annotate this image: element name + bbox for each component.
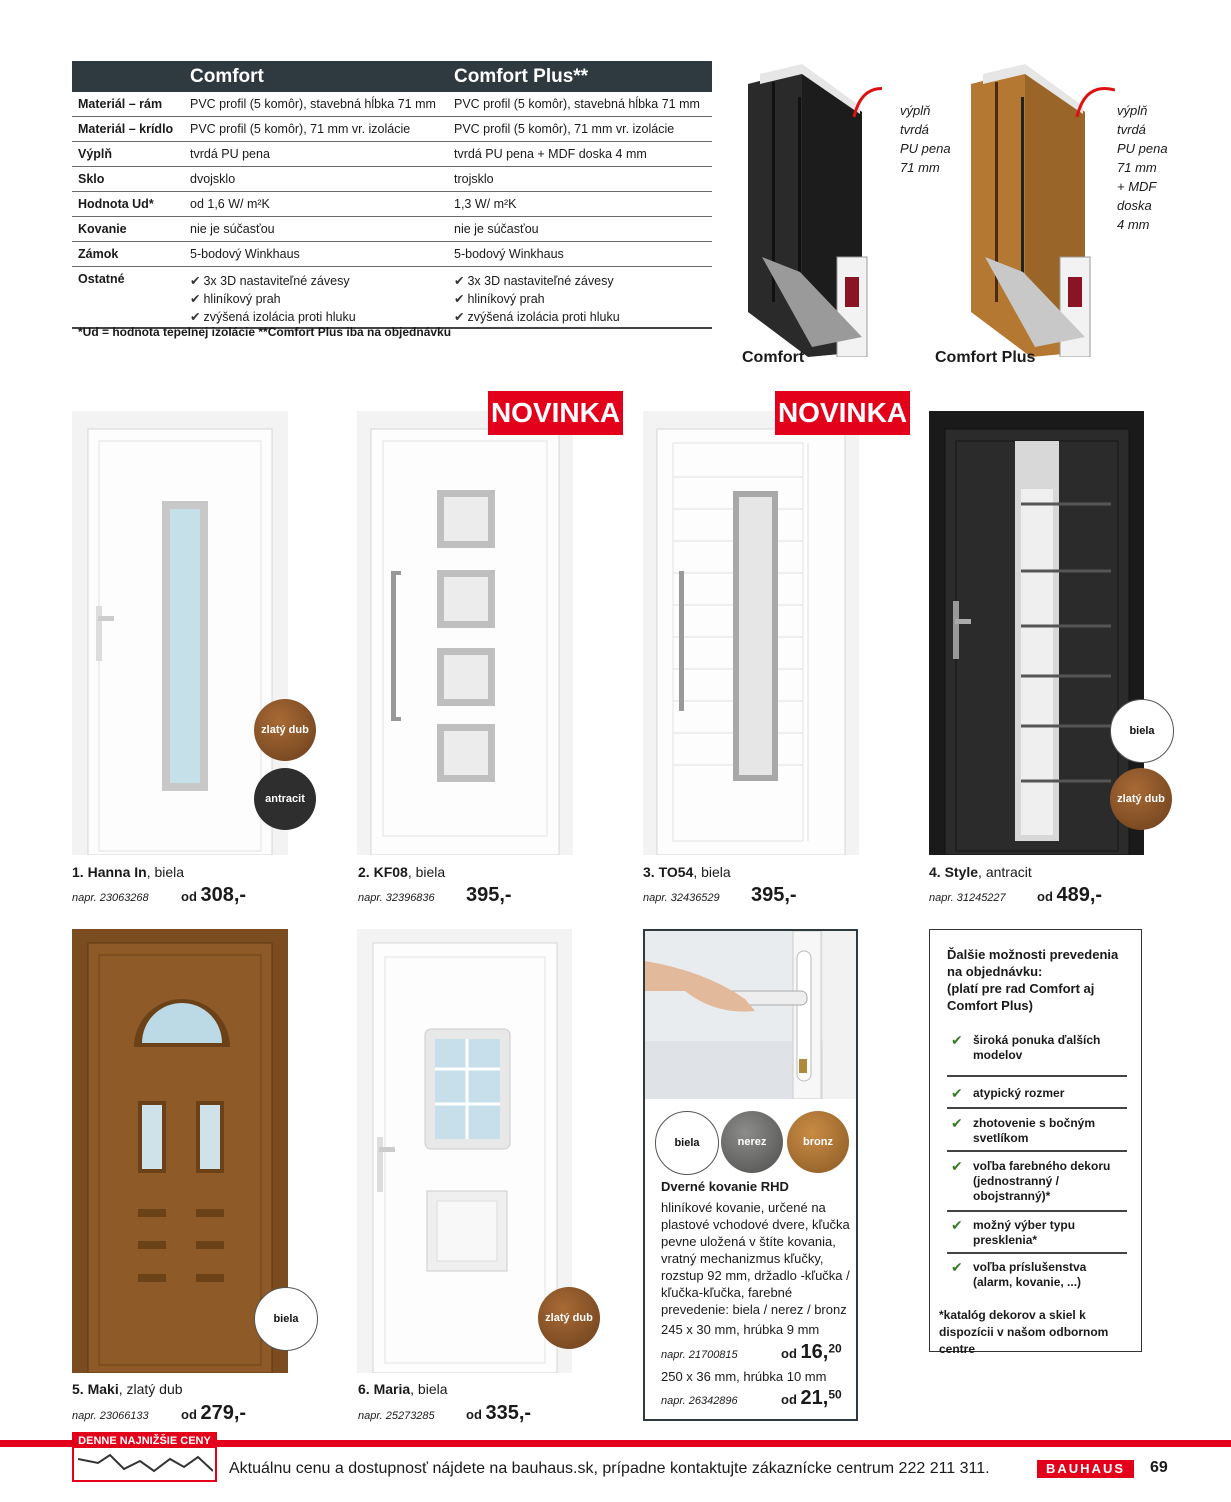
rhd-price-1: od 16,20 <box>781 1341 842 1363</box>
comfort-label: Comfort <box>742 349 805 366</box>
check-icon: ✔ <box>454 274 465 288</box>
product-2-name: 2. KF08, biela <box>358 864 446 880</box>
rhd-size-2: 250 x 36 mm, hrúbka 10 mm <box>661 1369 827 1384</box>
product-1-code: napr. 23063268 <box>72 892 149 904</box>
product-3-price: 395,- <box>751 884 797 906</box>
check-icon: ✔ <box>454 292 465 306</box>
row-value-comfort-plus: 5-bodový Winkhaus <box>454 247 564 261</box>
note-line: + MDF <box>1117 179 1157 194</box>
other-item: hliníkový prah <box>203 292 281 306</box>
other-list-comfort-plus <box>454 272 620 326</box>
row-value-comfort: nie je súčasťou <box>190 222 275 236</box>
spec-row <box>72 192 712 217</box>
swatch-biela[interactable]: biela <box>1110 699 1174 763</box>
check-icon: ✔ <box>951 1158 963 1174</box>
door-to54-image <box>643 411 859 855</box>
price-trend-graph-icon <box>78 1451 213 1479</box>
rhd-price-2: od 21,50 <box>781 1387 842 1409</box>
spec-table <box>72 61 712 329</box>
check-icon: ✔ <box>190 274 201 288</box>
row-label: Ostatné <box>78 272 125 286</box>
product-2-price: 395,- <box>466 884 512 906</box>
option-item: ✔ atypický rozmer <box>951 1085 1065 1101</box>
rhd-hardware-box <box>643 929 858 1421</box>
swatch-zlaty-dub[interactable]: zlatý dub <box>1110 768 1172 830</box>
other-item: 3x 3D nastaviteľné závesy <box>203 274 350 288</box>
options-footnote: *katalóg dekorov a skiel k dispozícii v našom odbornom centre <box>939 1308 1109 1356</box>
note-line: výplň <box>1117 103 1148 118</box>
comfort-plus-cross-section-image <box>965 62 1115 357</box>
product-6-code: napr. 25273285 <box>358 1410 435 1422</box>
row-value-comfort: 5-bodový Winkhaus <box>190 247 300 261</box>
spec-footnote: *Ud = hodnota tepelnej izolácie **Comfort Plus iba na objednávku <box>78 325 452 339</box>
option-item: ✔ možný výber typu presklenia* <box>951 1217 1076 1247</box>
product-6-price: od 335,- <box>466 1402 532 1424</box>
spec-row <box>72 242 712 267</box>
divider <box>947 1075 1127 1077</box>
check-icon: ✔ <box>951 1259 963 1275</box>
row-value-comfort-plus: PVC profil (5 komôr), stavebná hĺbka 71 mm <box>454 97 700 111</box>
note-line: tvrdá <box>1117 122 1146 137</box>
row-value-comfort: od 1,6 W/ m²K <box>190 197 270 211</box>
col-comfort-plus-header: Comfort Plus** <box>454 66 589 87</box>
row-value-comfort-plus: trojsklo <box>454 172 494 186</box>
order-options-box <box>929 929 1142 1356</box>
product-1-name: 1. Hanna In, biela <box>72 864 185 880</box>
footer-contact-text: Aktuálnu cenu a dostupnosť nájdete na bauhaus.sk, prípadne kontaktujte zákaznícke centrum 222 211 311. <box>229 1460 990 1477</box>
spec-table-header <box>72 61 712 92</box>
product-2-code: napr. 32396836 <box>358 892 435 904</box>
product-5-price: od 279,- <box>181 1402 247 1424</box>
other-list-comfort <box>190 272 356 326</box>
row-label: Kovanie <box>78 222 127 236</box>
product-4-name: 4. Style, antracit <box>929 864 1032 880</box>
rhd-handle-photo <box>645 931 856 1099</box>
product-1-price: od 308,- <box>181 884 247 906</box>
other-item: zvýšená izolácia proti hluku <box>467 310 620 324</box>
divider <box>947 1252 1127 1254</box>
comfort-cross-section-image <box>742 62 882 357</box>
rhd-code-1: napr. 21700815 <box>661 1349 738 1361</box>
spec-row-other <box>72 267 712 329</box>
rhd-title: Dverné kovanie RHD <box>661 1179 789 1194</box>
novinka-badge: NOVINKA <box>488 391 623 435</box>
product-4-code: napr. 31245227 <box>929 892 1006 904</box>
note-line: tvrdá <box>900 122 929 137</box>
row-value-comfort-plus: 1,3 W/ m²K <box>454 197 517 211</box>
row-value-comfort-plus: nie je súčasťou <box>454 222 539 236</box>
spec-row <box>72 92 712 117</box>
row-label: Materiál – krídlo <box>78 122 174 136</box>
swatch-antracit[interactable]: antracit <box>254 768 316 830</box>
product-6-name: 6. Maria, biela <box>358 1381 448 1397</box>
row-value-comfort-plus: tvrdá PU pena + MDF doska 4 mm <box>454 147 647 161</box>
lowest-prices-badge <box>72 1432 217 1482</box>
divider <box>947 1210 1127 1212</box>
row-label: Materiál – rám <box>78 97 163 111</box>
check-icon: ✔ <box>454 310 465 324</box>
note-line: PU pena <box>1117 141 1168 156</box>
door-kf08-image <box>357 411 573 855</box>
spec-row <box>72 142 712 167</box>
product-3-code: napr. 32436529 <box>643 892 720 904</box>
product-5-name: 5. Maki, zlatý dub <box>72 1381 183 1397</box>
divider <box>947 1150 1127 1152</box>
note-line: 4 mm <box>1117 217 1150 232</box>
check-icon: ✔ <box>951 1032 963 1048</box>
spec-row <box>72 117 712 142</box>
option-item: ✔ voľba farebného dekoru (jednostranný / obojstranný)* <box>951 1158 1111 1203</box>
divider <box>947 1107 1127 1109</box>
row-value-comfort: PVC profil (5 komôr), 71 mm vr. izolácie <box>190 122 411 136</box>
other-item: zvýšená izolácia proti hluku <box>203 310 356 324</box>
options-heading-line: Ďalšie možnosti prevedenia na objednávku: <box>947 947 1119 979</box>
check-icon: ✔ <box>190 310 201 324</box>
row-value-comfort-plus: PVC profil (5 komôr), 71 mm vr. izolácie <box>454 122 675 136</box>
rhd-code-2: napr. 26342896 <box>661 1395 738 1407</box>
options-heading <box>947 946 1132 1014</box>
other-item: 3x 3D nastaviteľné závesy <box>467 274 614 288</box>
rhd-swatch-nerez[interactable]: nerez <box>721 1111 783 1173</box>
row-label: Výplň <box>78 147 113 161</box>
check-icon: ✔ <box>951 1115 963 1131</box>
product-5-code: napr. 23066133 <box>72 1410 149 1422</box>
rhd-description: hliníkové kovanie, určené na plastové vchodové dvere, kľučka pevne uložená v štíte kovania, vratný mechanizmus kľučky, rozstup 92 mm, držadlo -kľučka / kľučka-kľučka, farebné prevedenie: biela / nerez / bronz <box>661 1200 850 1317</box>
spec-row <box>72 217 712 242</box>
col-comfort-header: Comfort <box>190 66 264 87</box>
page-number: 69 <box>1150 1459 1168 1476</box>
option-item: ✔ široká ponuka ďalších modelov <box>951 1032 1101 1062</box>
bauhaus-logo: BAUHAUS <box>1037 1460 1134 1478</box>
comfort-plus-label: Comfort Plus <box>935 349 1036 366</box>
swatch-biela[interactable]: biela <box>254 1287 318 1351</box>
option-item: ✔ zhotovenie s bočným svetlíkom <box>951 1115 1096 1145</box>
row-label: Sklo <box>78 172 105 186</box>
rhd-swatch-bronz[interactable]: bronz <box>787 1111 849 1173</box>
row-label: Hodnota Ud* <box>78 197 154 211</box>
swatch-zlaty-dub[interactable]: zlatý dub <box>538 1287 600 1349</box>
rhd-swatch-biela[interactable]: biela <box>655 1111 719 1175</box>
comfort-plus-note <box>1117 101 1168 234</box>
spec-row <box>72 167 712 192</box>
row-value-comfort: PVC profil (5 komôr), stavebná hĺbka 71 mm <box>190 97 436 111</box>
row-label: Zámok <box>78 247 119 261</box>
note-line: PU pena <box>900 141 951 156</box>
options-heading-line: (platí pre rad Comfort aj Comfort Plus) <box>947 981 1095 1013</box>
check-icon: ✔ <box>951 1217 963 1233</box>
option-item: ✔ voľba príslušenstva (alarm, kovanie, ...) <box>951 1259 1087 1289</box>
note-line: 71 mm <box>900 160 940 175</box>
check-icon: ✔ <box>951 1085 963 1101</box>
product-3-name: 3. TO54, biela <box>643 864 731 880</box>
check-icon: ✔ <box>190 292 201 306</box>
swatch-zlaty-dub[interactable]: zlatý dub <box>254 699 316 761</box>
novinka-badge: NOVINKA <box>775 391 910 435</box>
note-line: výplň <box>900 103 931 118</box>
row-value-comfort: dvojsklo <box>190 172 236 186</box>
comfort-note <box>900 101 951 177</box>
row-value-comfort: tvrdá PU pena <box>190 147 270 161</box>
product-4-price: od 489,- <box>1037 884 1103 906</box>
other-item: hliníkový prah <box>467 292 545 306</box>
note-line: 71 mm <box>1117 160 1157 175</box>
lowest-prices-label: DENNE NAJNIŽŠIE CENY <box>74 1434 215 1448</box>
note-line: doska <box>1117 198 1152 213</box>
rhd-size-1: 245 x 30 mm, hrúbka 9 mm <box>661 1322 820 1337</box>
